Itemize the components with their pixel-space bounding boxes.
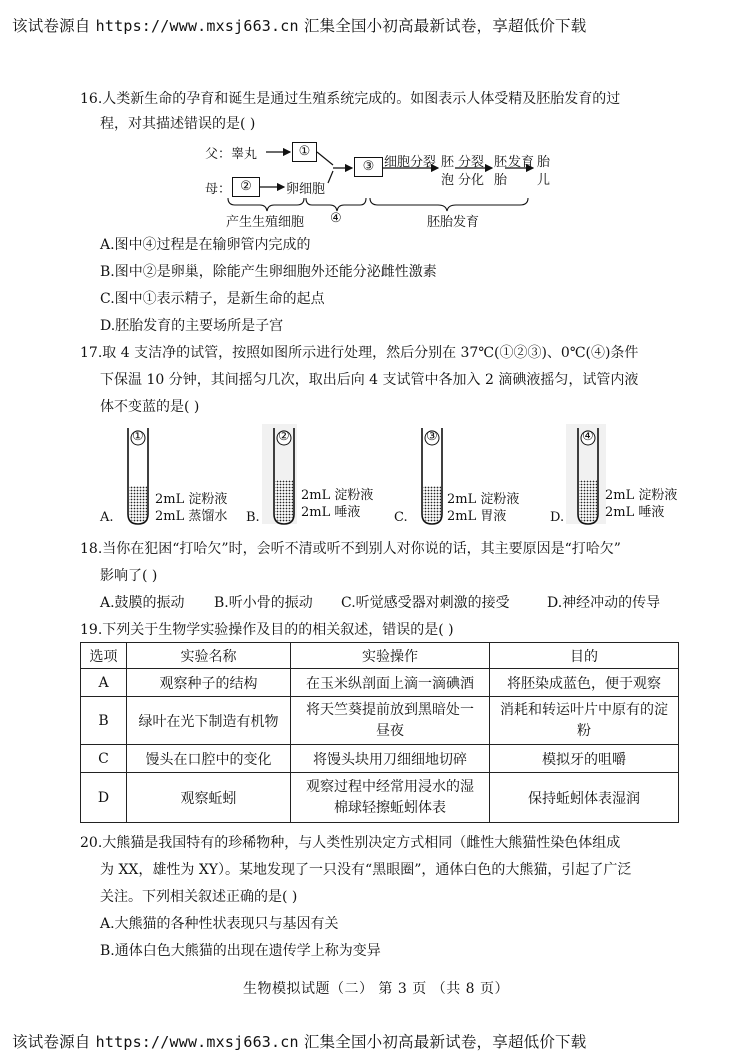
banner-suffix: 汇集全国小初高最新试卷，享超低价下载 [298, 1033, 587, 1051]
row-b-goal2: 粉 [577, 722, 591, 739]
q17-stem-line2: 下保温 10 分钟，其间摇匀几次，取出后向 4 支试管中各加入 2 滴碘液摇匀，试管内液 [100, 372, 639, 388]
diagram-development: 发育 [508, 155, 535, 170]
diagram-box1: ① [292, 142, 317, 162]
q16-option-d[interactable]: D.胚胎发育的主要场所是子宫 [100, 318, 284, 334]
row-c-goal [490, 745, 679, 773]
tube-d-label1: 2mL 淀粉液 [605, 488, 678, 503]
row-d-op1: 观察过程中经常用浸水的湿 [306, 778, 474, 795]
tube-c-label2: 2mL 胃液 [447, 509, 507, 524]
diagram-fetus-1: 胎 [537, 155, 551, 170]
diagram-differentiation-1: 分裂 [458, 155, 485, 170]
table-row[interactable] [81, 773, 679, 823]
tube-d[interactable] [550, 426, 700, 530]
diagram-embryo-2: 胎 [494, 173, 508, 188]
tube-a-letter: A. [100, 510, 114, 525]
q19-stem: 19.下列关于生物学实验操作及目的的相关叙述，错误的是( ) [80, 622, 454, 638]
tube-c-label1: 2mL 淀粉液 [447, 492, 520, 507]
banner-suffix: 汇集全国小初高最新试卷，享超低价下载 [298, 17, 587, 35]
diagram-box2: ② [232, 177, 260, 197]
row-d-operation [291, 773, 490, 823]
tube-c-letter: C. [394, 510, 408, 525]
diagram-brace-embryo: 胚胎发育 [427, 215, 480, 230]
row-a-name: 观察种子的结构 [127, 669, 291, 697]
table-header-operation: 实验操作 [291, 643, 490, 669]
diagram-box3: ③ [354, 157, 383, 177]
diagram-embryo-1: 胚 [494, 155, 508, 170]
q18-option-a[interactable]: A.鼓膜的振动 [100, 595, 185, 611]
tube-d-label2: 2mL 唾液 [605, 505, 665, 520]
fertilization-diagram [200, 135, 560, 230]
tube-d-letter: D. [550, 510, 565, 525]
row-d-goal [490, 773, 679, 823]
tube-a-label2: 2mL 蒸馏水 [155, 509, 228, 524]
q16-option-a[interactable]: A.图中④过程是在输卵管内完成的 [100, 237, 311, 253]
tube-b-label1: 2mL 淀粉液 [301, 488, 374, 503]
table-header-row [81, 643, 679, 669]
diagram-mother: 母： [205, 182, 232, 197]
experiment-table [80, 642, 679, 823]
q18-option-b[interactable]: B.听小骨的振动 [214, 595, 313, 611]
table-row[interactable] [81, 697, 679, 745]
q20-option-a[interactable]: A.大熊猫的各种性状表现只与基因有关 [100, 916, 339, 932]
row-b-goal1: 消耗和转运叶片中原有的淀 [500, 701, 668, 718]
row-a-goal [490, 669, 679, 697]
diagram-egg: 卵细胞 [286, 182, 326, 197]
diagram-blastocyst-1: 胚 [441, 155, 455, 170]
table-header-option: 选项 [81, 643, 127, 669]
q18-stem-line2: 影响了( ) [100, 568, 158, 584]
q16-stem-line2: 程，对其描述错误的是( ) [100, 116, 256, 132]
q18-option-d[interactable]: D.神经冲动的传导 [547, 595, 661, 611]
q20-option-b[interactable]: B.通体白色大熊猫的出现在遗传学上称为变异 [100, 943, 381, 959]
diagram-brace-gametes: 产生生殖细胞 [226, 215, 305, 230]
q18-option-c[interactable]: C.听觉感受器对刺激的接受 [341, 595, 510, 611]
banner-url[interactable]: https://www.mxsj663.cn [95, 17, 299, 35]
row-b-operation [291, 697, 490, 745]
table-row[interactable] [81, 745, 679, 773]
row-a-op1: 在玉米纵剖面上滴一滴碘酒 [306, 675, 474, 692]
diagram-blastocyst-2: 泡 [441, 173, 455, 188]
row-c-option: C [81, 745, 127, 773]
tube-b-number: ② [278, 429, 290, 444]
tube-c-number: ③ [426, 429, 438, 444]
row-c-name: 馒头在口腔中的变化 [127, 745, 291, 773]
page-footer: 生物模拟试题（二） 第 3 页 （共 8 页） [242, 981, 509, 997]
q16-option-b[interactable]: B.图中②是卵巢，除能产生卵细胞外还能分泌雌性激素 [100, 264, 437, 280]
source-banner-top [12, 14, 586, 36]
q20-stem-line3: 关注。下列相关叙述正确的是( ) [100, 889, 298, 905]
diagram-brace-fertilization: ④ [330, 211, 342, 226]
row-c-op1: 将馒头块用刀细细地切碎 [313, 751, 467, 768]
row-b-goal [490, 697, 679, 745]
q18-stem-line1: 18.当你在犯困“打哈欠”时，会听不清或听不到别人对你说的话，其主要原因是“打哈欠” [80, 541, 621, 557]
diagram-cell-division: 细胞分裂 [384, 155, 437, 170]
tube-a-label1: 2mL 淀粉液 [155, 492, 228, 507]
q20-stem-line1: 20.大熊猫是我国特有的珍稀物种，与人类性别决定方式相同（雌性大熊猫性染色体组成 [80, 835, 621, 851]
row-a-goal1: 将胚染成蓝色，便于观察 [507, 675, 661, 692]
tube-d-number: ④ [582, 429, 594, 444]
row-b-op1: 将天竺葵提前放到黑暗处一 [306, 701, 474, 718]
row-c-operation [291, 745, 490, 773]
tube-c[interactable] [394, 426, 544, 530]
banner-prefix: 该试卷源自 [12, 17, 96, 35]
tube-b-label2: 2mL 唾液 [301, 505, 361, 520]
q17-stem-line3: 体不变蓝的是( ) [100, 399, 200, 415]
banner-prefix: 该试卷源自 [12, 1033, 96, 1051]
table-header-name: 实验名称 [127, 643, 291, 669]
tube-a-number: ① [132, 429, 144, 444]
row-d-option: D [81, 773, 127, 823]
table-header-goal: 目的 [490, 643, 679, 669]
row-b-name: 绿叶在光下制造有机物 [127, 697, 291, 745]
row-b-option: B [81, 697, 127, 745]
source-banner-bottom [12, 1030, 586, 1052]
row-a-option: A [81, 669, 127, 697]
tube-a[interactable] [100, 426, 250, 530]
table-row[interactable] [81, 669, 679, 697]
q16-stem-line1: 16.人类新生命的孕育和诞生是通过生殖系统完成的。如图表示人体受精及胚胎发育的过 [80, 91, 621, 107]
row-b-op2: 昼夜 [376, 722, 404, 739]
q17-stem-line1: 17.取 4 支洁净的试管，按照如图所示进行处理，然后分别在 37℃(①②③)、0℃(④)条件 [80, 345, 639, 361]
tube-b-letter: B. [246, 510, 260, 525]
diagram-father: 父：睾丸 [205, 147, 258, 162]
q16-option-c[interactable]: C.图中①表示精子，是新生命的起点 [100, 291, 325, 307]
row-d-op2: 棉球轻擦蚯蚓体表 [334, 799, 446, 816]
row-d-goal1: 保持蚯蚓体表湿润 [528, 790, 640, 807]
row-a-operation [291, 669, 490, 697]
diagram-differentiation-2: 分化 [458, 173, 485, 188]
row-c-goal1: 模拟牙的咀嚼 [542, 751, 626, 768]
q20-stem-line2: 为 XX，雄性为 XY）。某地发现了一只没有“黑眼圈”，通体白色的大熊猫，引起了广泛 [100, 862, 632, 878]
row-d-name: 观察蚯蚓 [127, 773, 291, 823]
tube-b[interactable] [246, 426, 396, 530]
banner-url[interactable]: https://www.mxsj663.cn [95, 1033, 299, 1051]
diagram-fetus-2: 儿 [537, 173, 551, 188]
